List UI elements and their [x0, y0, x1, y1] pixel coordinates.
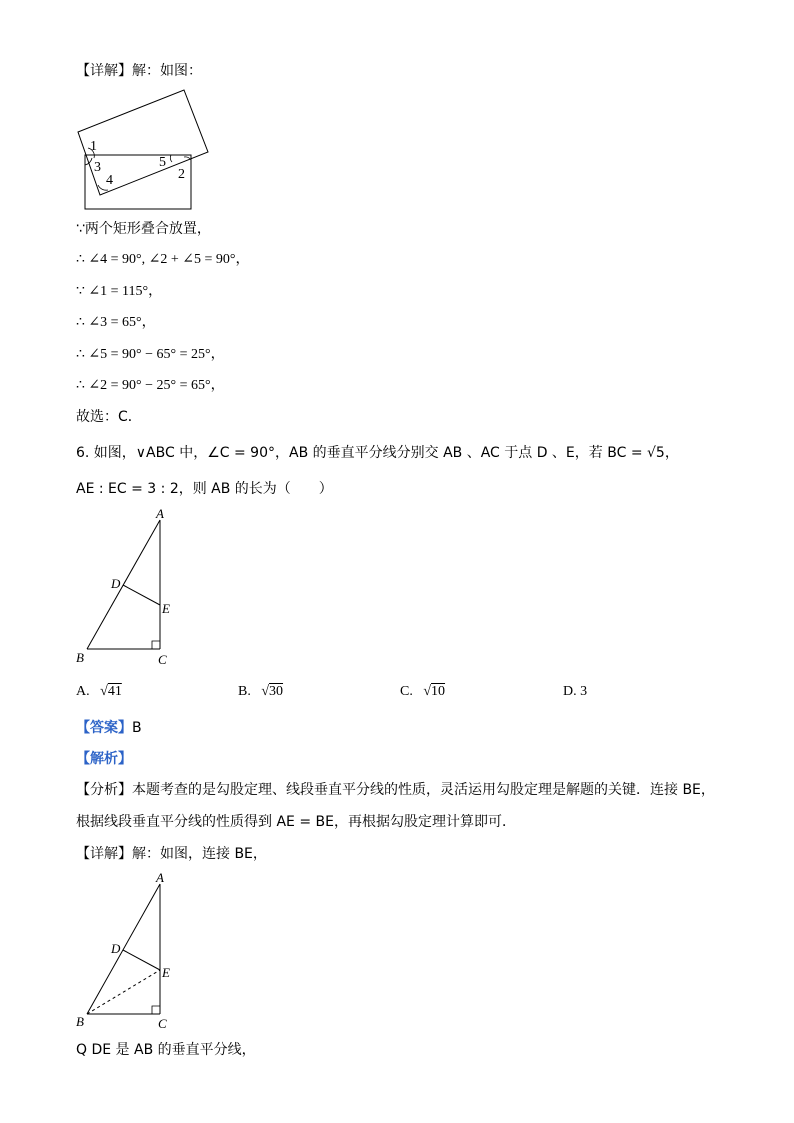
- step-5: ∴ ∠5 = 90° − 65° = 25°，: [76, 347, 225, 362]
- label-E: E: [162, 601, 170, 616]
- fig-label-1: 1: [90, 139, 97, 154]
- label-A: A: [156, 870, 164, 885]
- option-b: B. √30: [238, 684, 284, 699]
- triangle-figure-question: [74, 505, 184, 670]
- solution-header: 【详解】解：如图：: [76, 63, 202, 79]
- question-6-line-2: AE : EC = 3 : 2，则 AB 的长为（ ）: [76, 481, 333, 497]
- step-1: ∵两个矩形叠合放置，: [76, 221, 211, 237]
- question-6-line-1: 6. 如图，∨ABC 中，∠C = 90°，AB 的垂直平分线分别交 AB 、AC 于点 D 、E，若 BC = √5，: [76, 445, 679, 461]
- analysis-detail: 【详解】解：如图，连接 BE，: [76, 846, 267, 862]
- analysis-fenxi-1: 【分析】本题考查的是勾股定理、线段垂直平分线的性质，灵活运用勾股定理是解题的关键．连接 BE，: [76, 782, 715, 798]
- option-d: D. 3: [563, 684, 588, 699]
- analysis-label: 【解析】: [76, 751, 132, 767]
- dashed-line-be: [87, 970, 160, 1014]
- step-3: ∵ ∠1 = 115°，: [76, 284, 163, 299]
- answer-label: 【答案】: [76, 720, 132, 736]
- analysis-last-line: Q DE 是 AB 的垂直平分线，: [76, 1042, 256, 1058]
- label-E: E: [162, 965, 170, 980]
- label-A: A: [156, 506, 164, 521]
- label-C: C: [158, 1016, 167, 1031]
- answer-value: B: [132, 720, 142, 736]
- step-7-choice: 故选：C．: [76, 409, 142, 425]
- fig-label-5: 5: [159, 155, 166, 170]
- step-4: ∴ ∠3 = 65°，: [76, 315, 156, 330]
- step-6: ∴ ∠2 = 90° − 25° = 65°，: [76, 378, 225, 393]
- label-B: B: [76, 1014, 84, 1029]
- fig-label-3: 3: [94, 160, 101, 175]
- label-D: D: [111, 576, 121, 591]
- triangle-figure-solution: [74, 869, 184, 1034]
- overlapping-rectangles-figure: [70, 88, 215, 213]
- analysis-fenxi-2: 根据线段垂直平分线的性质得到 AE = BE，再根据勾股定理计算即可．: [76, 814, 516, 830]
- answer-line: [76, 718, 142, 738]
- step-2: ∴ ∠4 = 90°, ∠2 + ∠5 = 90°，: [76, 252, 250, 267]
- option-a: A. √41: [76, 684, 122, 699]
- label-C: C: [158, 652, 167, 667]
- label-D: D: [111, 941, 121, 956]
- tilted-rectangle: [78, 90, 208, 195]
- fig-label-4: 4: [106, 173, 113, 188]
- option-c: C. √10: [400, 684, 446, 699]
- label-B: B: [76, 650, 84, 665]
- fig-label-2: 2: [178, 167, 185, 182]
